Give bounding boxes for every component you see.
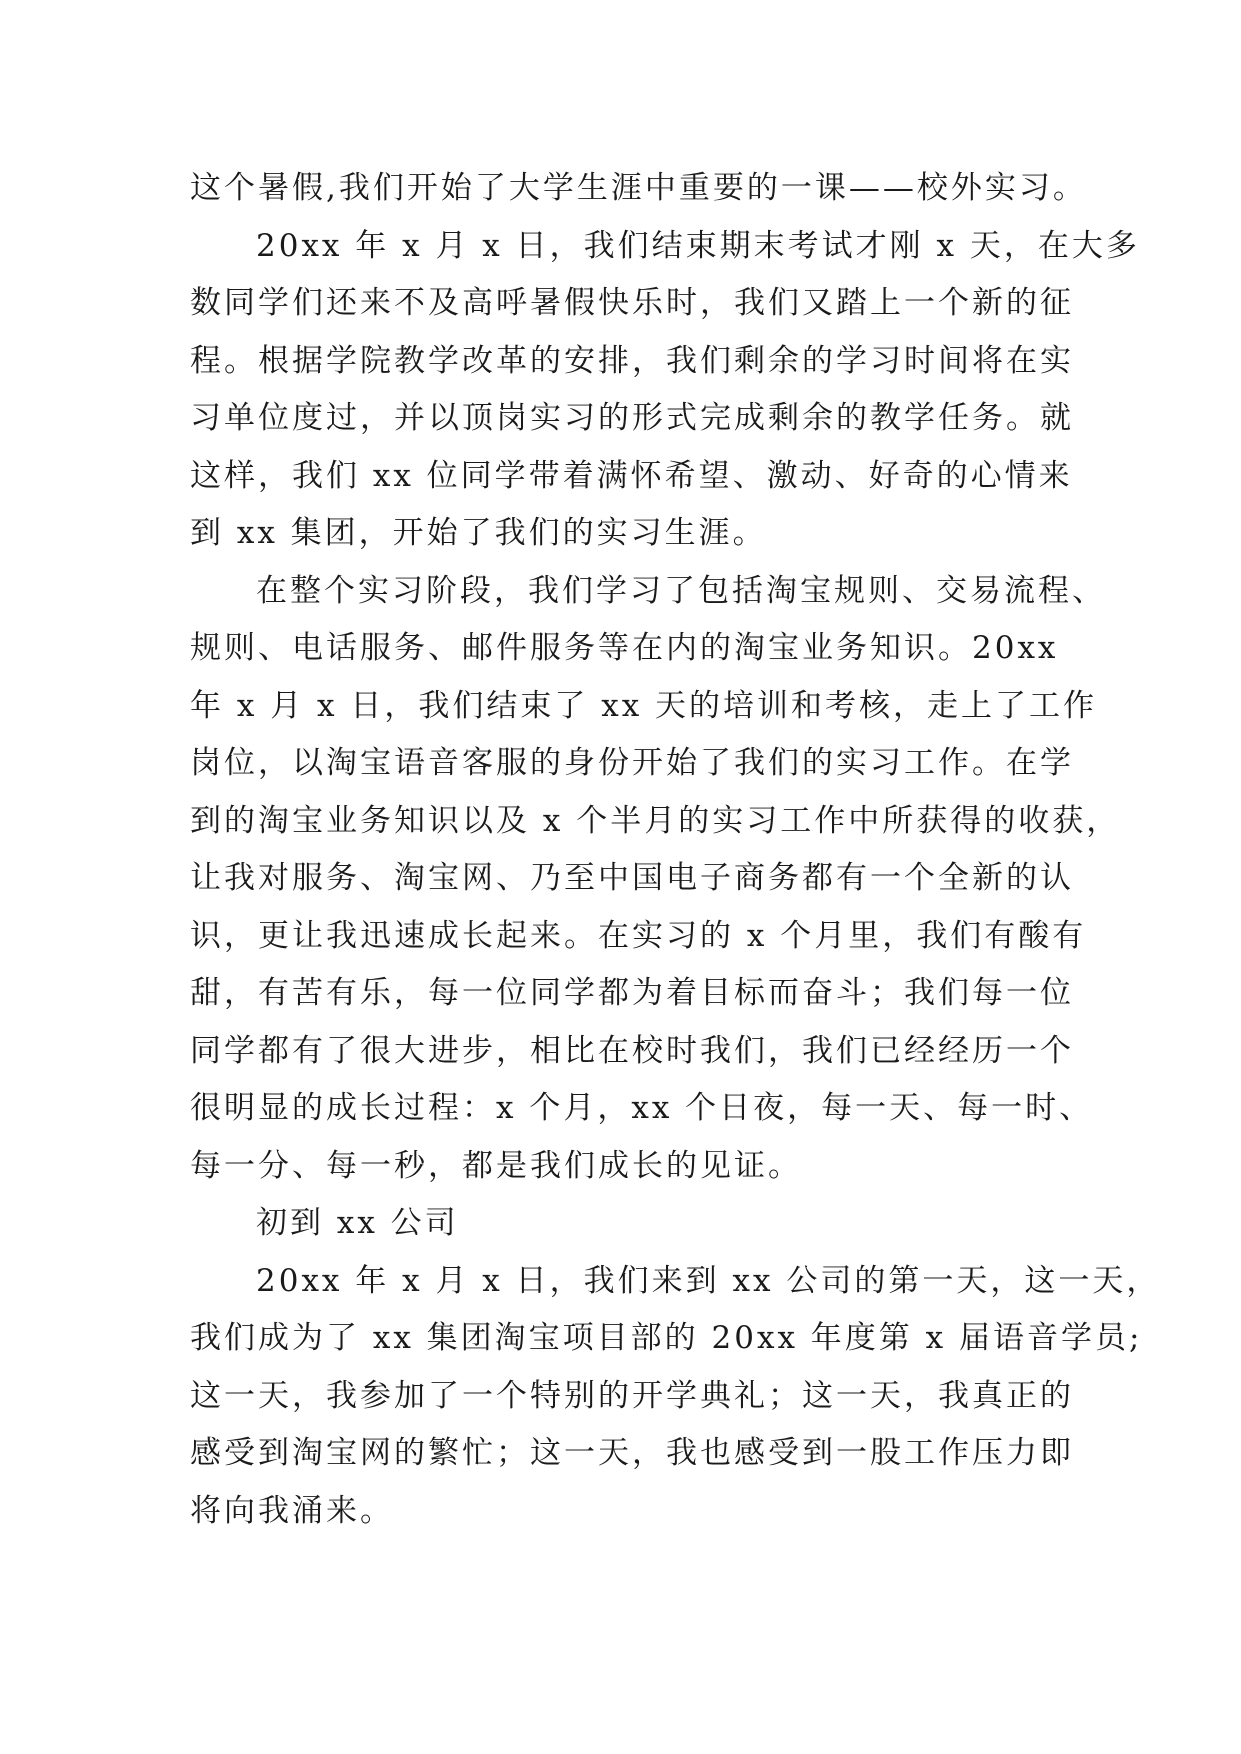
text-line: 规则、电话服务、邮件服务等在内的淘宝业务知识。20xx bbox=[190, 630, 1059, 666]
text-line: 让我对服务、淘宝网、乃至中国电子商务都有一个全新的认 bbox=[190, 860, 1074, 896]
text-line: 很明显的成长过程：x 个月，xx 个日夜，每一天、每一时、 bbox=[190, 1090, 1094, 1126]
text-line: 感受到淘宝网的繁忙；这一天，我也感受到一股工作压力即 bbox=[190, 1435, 1074, 1471]
text-line: 年 x 月 x 日，我们结束了 xx 天的培训和考核，走上了工作 bbox=[190, 687, 1098, 724]
text-line: 20xx 年 x 月 x 日，我们来到 xx 公司的第一天，这一天， bbox=[256, 1262, 1161, 1299]
text-line: 20xx 年 x 月 x 日，我们结束期末考试才刚 x 天，在大多 bbox=[256, 227, 1140, 264]
text-line: 到的淘宝业务知识以及 x 个半月的实习工作中所获得的收获， bbox=[190, 802, 1121, 839]
text-line: 程。根据学院教学改革的安排，我们剩余的学习时间将在实 bbox=[190, 342, 1074, 379]
text-line: 数同学们还来不及高呼暑假快乐时，我们又踏上一个新的征 bbox=[190, 285, 1074, 321]
text-line: 将向我涌来。 bbox=[190, 1492, 394, 1529]
text-line: 识，更让我迅速成长起来。在实习的 x 个月里，我们有酸有 bbox=[190, 917, 1087, 954]
text-line: 每一分、每一秒，都是我们成长的见证。 bbox=[190, 1147, 802, 1184]
text-line: 我们成为了 xx 集团淘宝项目部的 20xx 年度第 x 届语音学员; bbox=[190, 1320, 1143, 1356]
text-line: 这个暑假,我们开始了大学生涯中重要的一课——校外实习。 bbox=[190, 170, 1087, 206]
text-line: 到 xx 集团，开始了我们的实习生涯。 bbox=[190, 515, 767, 551]
text-line: 这一天，我参加了一个特别的开学典礼；这一天，我真正的 bbox=[190, 1377, 1074, 1414]
text-line: 这样，我们 xx 位同学带着满怀希望、激动、好奇的心情来 bbox=[190, 457, 1073, 494]
text-line: 习单位度过，并以顶岗实习的形式完成剩余的教学任务。就 bbox=[190, 400, 1074, 436]
text-line: 同学都有了很大进步，相比在校时我们，我们已经经历一个 bbox=[190, 1032, 1074, 1069]
text-line: 在整个实习阶段，我们学习了包括淘宝规则、交易流程、 bbox=[256, 572, 1106, 609]
section-heading: 初到 xx 公司 bbox=[256, 1205, 459, 1241]
document-body bbox=[190, 160, 1161, 1540]
text-line: 岗位，以淘宝语音客服的身份开始了我们的实习工作。在学 bbox=[190, 745, 1074, 781]
text-line: 甜，有苦有乐，每一位同学都为着目标而奋斗；我们每一位 bbox=[190, 975, 1074, 1011]
